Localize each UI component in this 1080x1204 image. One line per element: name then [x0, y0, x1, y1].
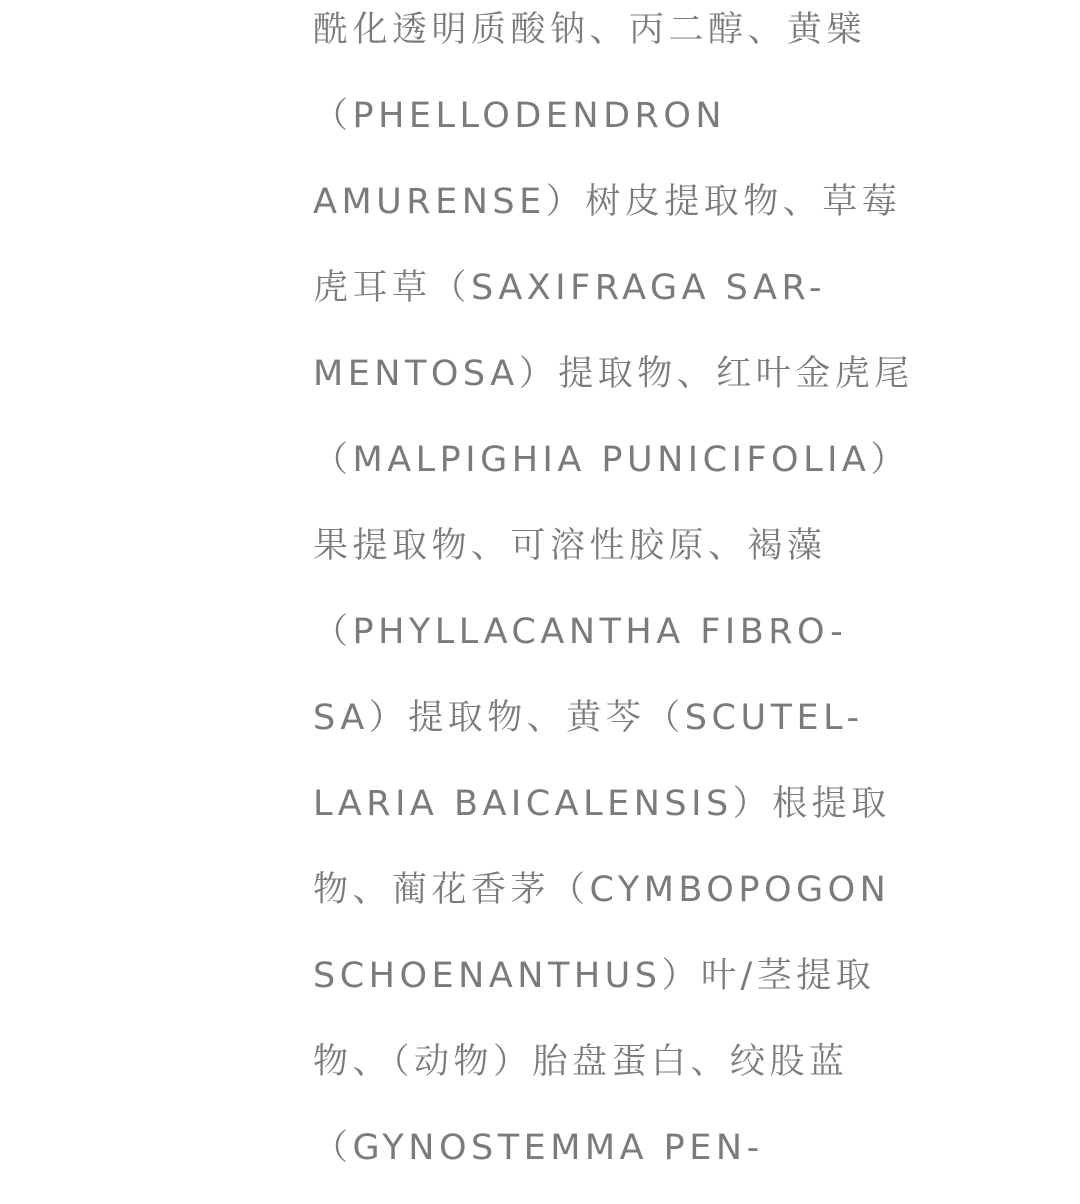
ingredient-line: 物、（动物）胎盘蛋白、绞股蓝 — [313, 1042, 849, 1082]
ingredient-line: （MALPIGHIA PUNICIFOLIA） — [313, 440, 910, 480]
ingredient-line: （GYNOSTEMMA PEN- — [313, 1128, 764, 1168]
ingredient-line: LARIA BAICALENSIS）根提取 — [313, 784, 891, 824]
ingredient-line: MENTOSA）提取物、红叶金虎尾 — [313, 354, 914, 394]
ingredient-line: SA）提取物、黄芩（SCUTEL- — [313, 698, 864, 738]
ingredient-line: 虎耳草（SAXIFRAGA SAR- — [313, 268, 826, 308]
ingredient-line: （PHYLLACANTHA FIBRO- — [313, 612, 848, 652]
ingredient-line: SCHOENANTHUS）叶/茎提取 — [313, 956, 876, 996]
ingredient-line: 酰化透明质酸钠、丙二醇、黄檗 — [313, 10, 867, 50]
ingredients-list — [313, 0, 1073, 1204]
ingredient-line: （PHELLODENDRON — [313, 96, 727, 136]
ingredient-line: 果提取物、可溶性胶原、褐藻 — [313, 526, 827, 566]
ingredient-line: 物、蔺花香茅（CYMBOPOGON — [313, 870, 891, 910]
ingredient-line: AMURENSE）树皮提取物、草莓 — [313, 182, 902, 222]
